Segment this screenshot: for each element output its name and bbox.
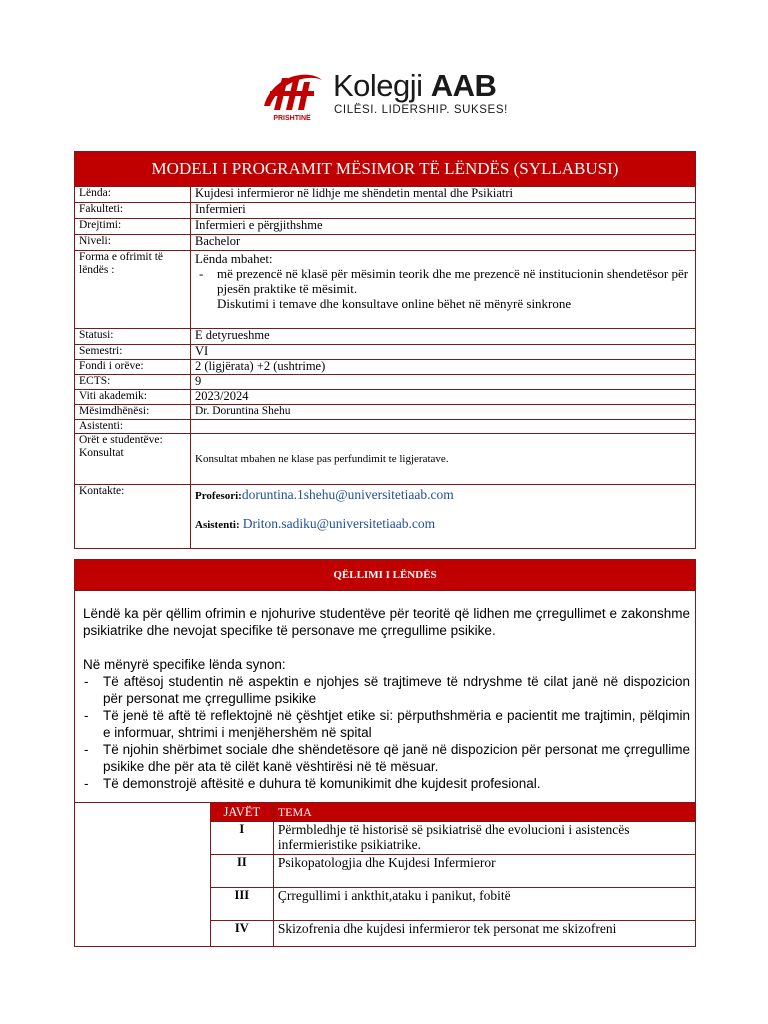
asistenti-contact-label: Asistenti: <box>195 519 240 531</box>
list-item: - Të njohin shërbimet sociale dhe shëndetësore që janë në dispozicion për personat me çrregullime psikike dhe për ata të cilët kanë vështirësi në të mësuar. <box>83 741 690 775</box>
lenda-value: Kujdesi infermieror në lidhje me shëndetin mental dhe Psikiatri <box>191 187 696 203</box>
drejtimi-label: Drejtimi: <box>75 219 191 235</box>
mesimdhenesi-label: Mësimdhënësi: <box>75 405 191 420</box>
asistenti-email-link[interactable]: Driton.sadiku@universitetiaab.com <box>242 516 436 531</box>
oret-label: Orët e studentëve: Konsultat <box>75 434 191 485</box>
qellimi-table <box>74 559 696 803</box>
table-row-week: II <box>210 855 273 888</box>
table-row-week: III <box>210 888 273 921</box>
table-row-topic: Çrregullimi i ankthit,ataku i panikut, fobitë <box>273 888 695 921</box>
drejtimi-value: Infermieri e përgjithshme <box>191 219 696 235</box>
semestri-value: VI <box>191 345 696 360</box>
ects-label: ECTS: <box>75 375 191 390</box>
asistenti-label: Asistenti: <box>75 420 191 434</box>
col-topic-header: TEMA <box>273 803 695 822</box>
college-logo <box>258 66 528 122</box>
qellimi-title: QËLLIMI I LËNDËS <box>75 560 696 591</box>
aab-emblem-icon <box>258 66 326 122</box>
qellimi-intro: Lëndë ka për qëllim ofrimin e njohurive studentëve për teoritë që lidhen me çrregullimet e zakonshme psikiatrike dhe nevojat specifike të personave me çrregullime psikike. <box>83 606 690 638</box>
forma-label: Forma e ofrimit të lëndës : <box>75 251 191 329</box>
lenda-label: Lënda: <box>75 187 191 203</box>
semestri-label: Semestri: <box>75 345 191 360</box>
niveli-label: Niveli: <box>75 235 191 251</box>
oret-value: Konsultat mbahen ne klase pas perfundimit te ligjeratave. <box>191 434 696 485</box>
profesori-email-link[interactable]: doruntina.1shehu@universitetiaab.com <box>241 487 454 502</box>
qellimi-lead: Në mënyrë specifike lënda synon: <box>83 657 286 672</box>
col-weeks-header: JAVËT <box>210 803 273 822</box>
programi-table <box>74 802 696 947</box>
list-item: - Të demonstrojë aftësitë e duhura të komunikimit dhe kujdesit profesional. <box>83 775 690 792</box>
kontakte-value <box>191 485 696 549</box>
statusi-value: E detyrueshme <box>191 329 696 345</box>
list-item: - Të aftësoj studentin në aspektin e njohjes së trajtimeve të ndryshme të cilat janë në dispozicion për personat me çrregullime psikike <box>83 673 690 707</box>
forma-item: - më prezencë në klasë për mësimin teorik dhe me prezencë në institucionin shendetësor për pjesën praktike të mësimit. <box>199 266 689 296</box>
forma-note: Diskutimi i temave dhe konsultave online bëhet në mënyrë sinkrone <box>217 296 572 311</box>
ects-value: 9 <box>191 375 696 390</box>
table-row-week: IV <box>210 921 273 947</box>
logo-city: PRISHTINË <box>273 115 311 122</box>
logo-brand: Kolegji AAB <box>333 68 497 103</box>
forma-value <box>191 251 696 329</box>
table-row-topic: Psikopatologjia dhe Kujdesi Infermieror <box>273 855 695 888</box>
fakulteti-value: Infermieri <box>191 203 696 219</box>
viti-value: 2023/2024 <box>191 390 696 405</box>
logo-tagline: CILËSI. LIDERSHIP. SUKSES! <box>334 104 508 116</box>
qellimi-body <box>75 591 696 803</box>
niveli-value: Bachelor <box>191 235 696 251</box>
programi-side-label: PROGRAMI <box>75 803 211 947</box>
fondi-label: Fondi i orëve: <box>75 360 191 375</box>
list-item: - Të jenë të aftë të reflektojnë në çështjet etike si: përputhshmëria e pacientit me trajtimin, pëlqimin e informuar, shtrimi i menjëhershëm në spital <box>83 707 690 741</box>
kontakte-label: Kontakte: <box>75 485 191 549</box>
qellimi-list <box>83 673 690 792</box>
fakulteti-label: Fakulteti: <box>75 203 191 219</box>
syllabus-title: MODELI I PROGRAMIT MËSIMOR TË LËNDËS (SYLLABUSI) <box>75 152 696 187</box>
table-row-topic: Përmbledhje të historisë së psikiatrisë dhe evolucioni i asistencës infermieristike psikiatrike. <box>273 822 695 855</box>
table-row-topic: Skizofrenia dhe kujdesi infermieror tek personat me skizofreni <box>273 921 695 947</box>
table-row-week: I <box>210 822 273 855</box>
forma-intro: Lënda mbahet: <box>195 251 273 266</box>
mesimdhenesi-value: Dr. Doruntina Shehu <box>191 405 696 420</box>
fondi-value: 2 (ligjërata) +2 (ushtrime) <box>191 360 696 375</box>
statusi-label: Statusi: <box>75 329 191 345</box>
profesori-label: Profesori: <box>195 490 242 502</box>
asistenti-value <box>191 420 696 434</box>
viti-label: Viti akademik: <box>75 390 191 405</box>
syllabus-table <box>74 151 696 549</box>
